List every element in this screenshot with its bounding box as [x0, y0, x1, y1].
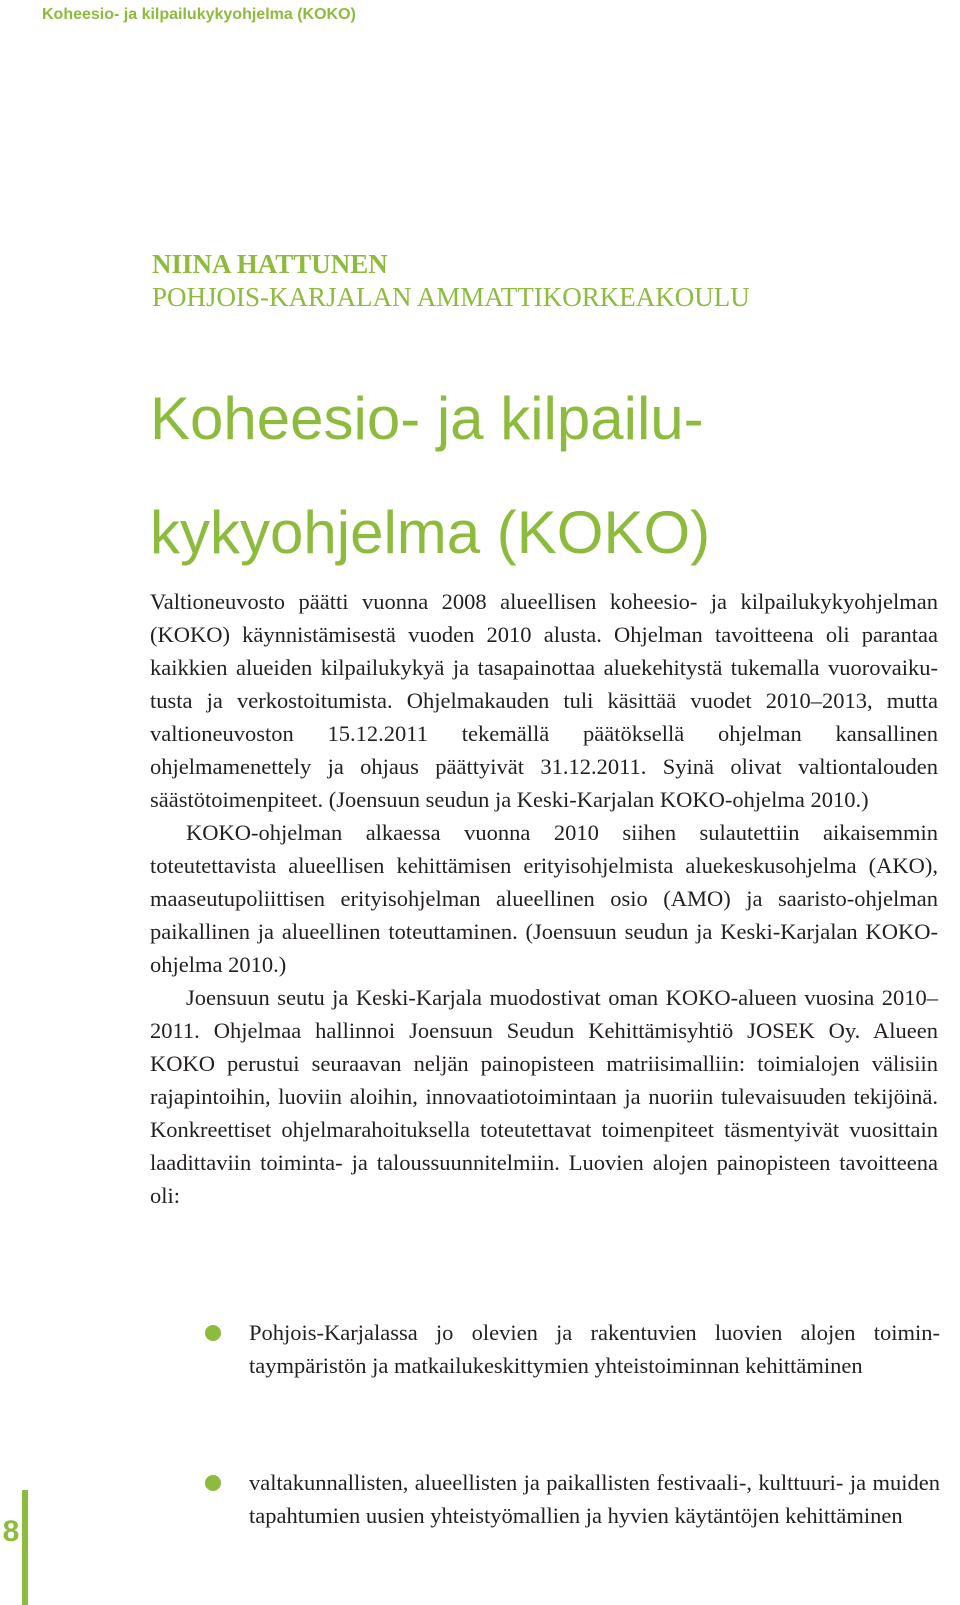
author-affiliation: POHJOIS-KARJALAN AMMATTIKORKEAKOULU: [152, 282, 750, 312]
author-name: NIINA HATTUNEN: [152, 249, 388, 279]
paragraph: KOKO-ohjelman alkaessa vuonna 2010 siihen sulautettiin aikaisemmin toteutettavista alueellisen kehittämisen erityisohjelmista aluekeskusohjelma (AKO), maaseutupoliittisen erityisohjelman alueellinen osio (AMO) ja saaristo-ohjelman paikallinen ja alueellinen toteuttaminen. (Joensuun seudun ja Keski-Karjalan KOKO-ohjelma 2010.): [150, 820, 938, 977]
page-number: 8: [2, 1515, 20, 1548]
bullet-list-item: [205, 1466, 940, 1532]
bullet-icon: [205, 1475, 221, 1491]
paragraph: Joensuun seutu ja Keski-Karjala muodostivat oman KOKO-alueen vuosina 2010–2011. Ohjelmaa hallinnoi Joensuun Seudun Kehittämisyhtiö JOSEK Oy. Alueen KOKO perustui seuraavan neljän painopisteen matriisimalliin: toimialojen välisiin rajapintoihin, luoviin aloihin, innovaatiotoimintaan ja nuoriin tulevaisuuden tekijöinä. Konkreettiset ohjelmarahoituksella toteutettavat toimenpiteet täsmentyivät vuosittain laadittaviin toiminta- ja taloussuunnitelmiin. Luovien alojen painopisteen tavoitteena oli:: [150, 985, 938, 1208]
article-title: [150, 362, 710, 590]
body-text: [150, 585, 938, 1212]
page-rule: [22, 1490, 28, 1605]
bullet-text: Pohjois-Karjalassa jo olevien ja rakentuvien luovien alojen toimintaympäristön ja matkailukeskittymien yhteistoiminnan kehittäminen: [249, 1320, 940, 1378]
article-title-line-1: Koheesio- ja kilpailu-: [150, 385, 704, 452]
bullet-icon: [205, 1325, 221, 1341]
author-block: [152, 248, 750, 314]
running-head: Koheesio- ja kilpailukykyohjelma (KOKO): [42, 6, 356, 23]
paragraph: Valtioneuvosto päätti vuonna 2008 alueellisen koheesio- ja kilpailukykyohjelman (KOKO) käynnistämisestä vuoden 2010 alusta. Ohjelman tavoitteena oli parantaa kaikkien alueiden kilpailukykyä ja tasapainottaa aluekehitystä tukemalla vuorovaikutusta ja verkostoitumista. Ohjelmakauden tuli käsittää vuodet 2010–2013, mutta valtioneuvoston 15.12.2011 tekemällä päätöksellä ohjelman kansallinen ohjelmamenettely ja ohjaus päättyivät 31.12.2011. Syinä olivat valtiontalouden säästötoimenpiteet. (Joensuun seudun ja Keski-Karjalan KOKO-ohjelma 2010.): [150, 589, 938, 812]
bullet-text: valtakunnallisten, alueellisten ja paikallisten festivaali-, kulttuuri- ja muiden tapahtumien uusien yhteistyömallien ja hyvien käytäntöjen kehittäminen: [249, 1470, 940, 1528]
article-title-line-2: kykyohjelma (KOKO): [150, 499, 711, 566]
bullet-list-item: [205, 1316, 940, 1382]
